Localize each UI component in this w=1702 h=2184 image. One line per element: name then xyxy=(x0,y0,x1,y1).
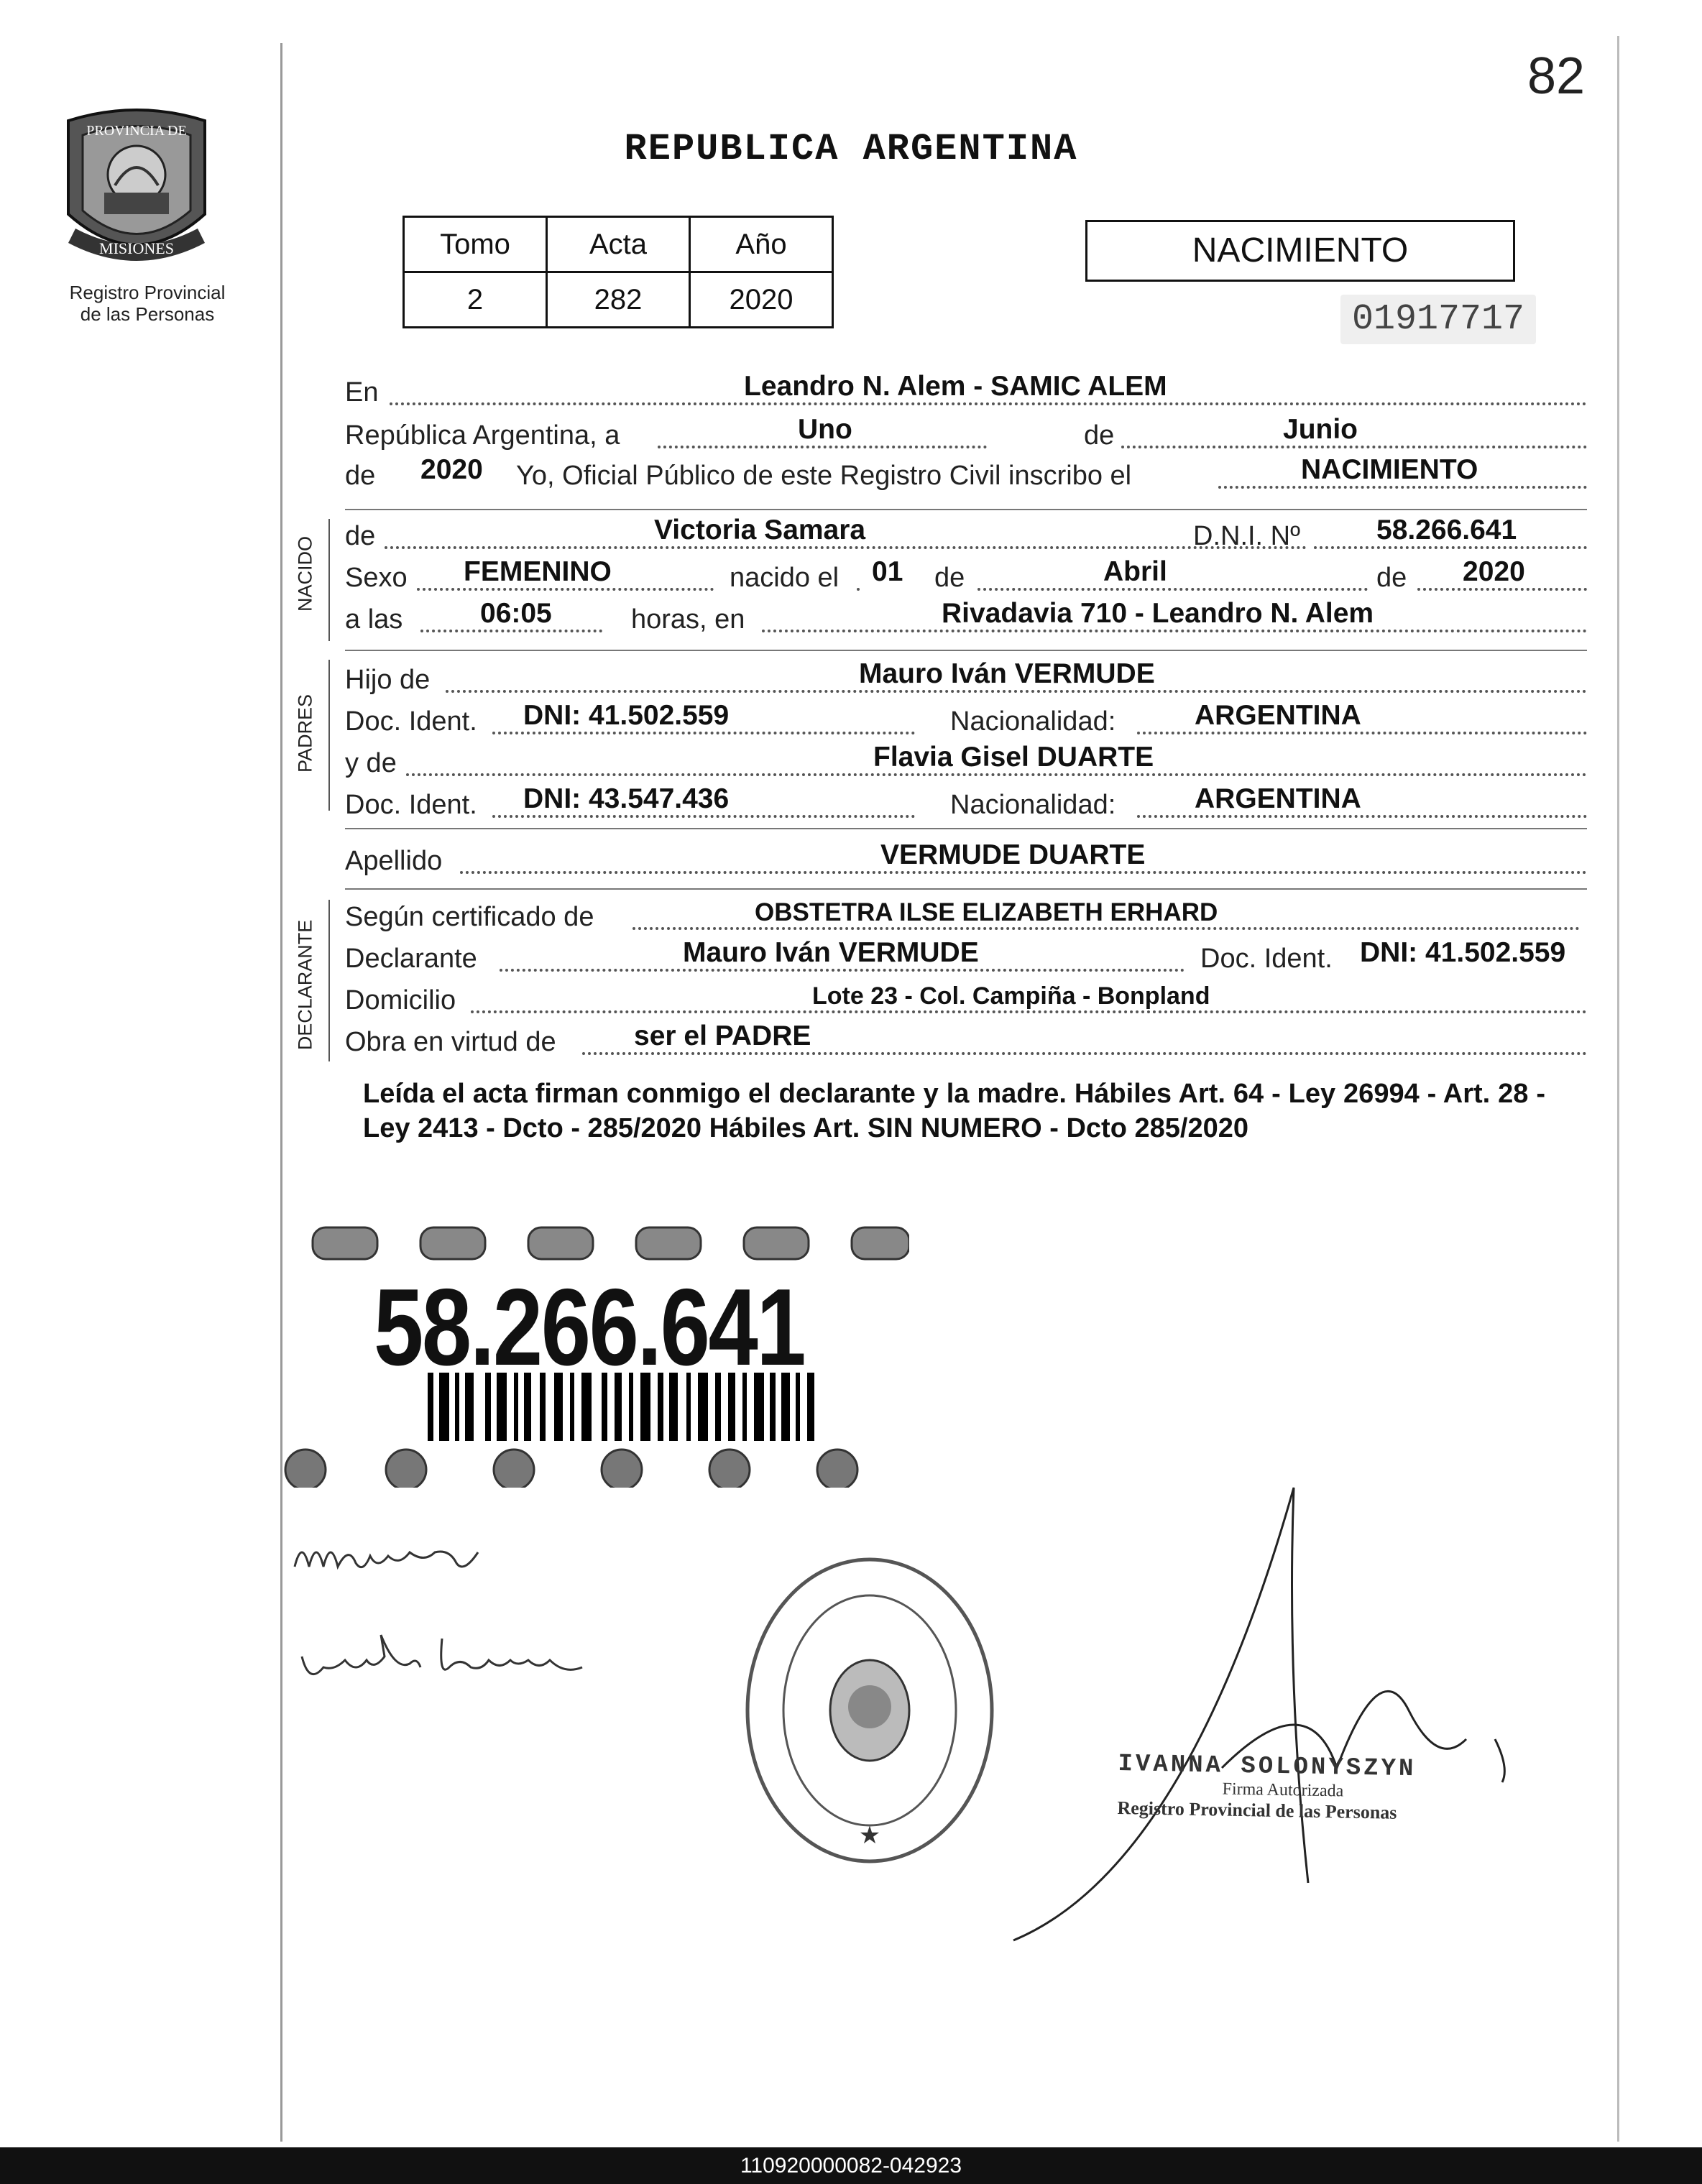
registry-round-stamp xyxy=(740,1552,999,1872)
value-declarant-doc: DNI: 41.502.559 xyxy=(1360,937,1566,968)
row-sex-birth xyxy=(345,558,1587,598)
record-header-ano: Año xyxy=(690,217,833,272)
label-de: de xyxy=(934,563,965,593)
row-year xyxy=(345,456,1587,496)
value-father-doc: DNI: 41.502.559 xyxy=(523,700,730,731)
row-mother-name xyxy=(345,743,1587,783)
dotted-line xyxy=(1417,588,1587,591)
dotted-line xyxy=(492,732,915,734)
label-nacionalidad: Nacionalidad: xyxy=(950,706,1116,737)
value-obra: ser el PADRE xyxy=(634,1020,811,1051)
label-a-las: a las xyxy=(345,604,403,635)
record-value-row xyxy=(404,272,833,328)
dotted-line xyxy=(1137,732,1587,734)
dotted-line xyxy=(385,546,1307,549)
row-father-doc xyxy=(345,701,1587,742)
official-name: IVANNA SOLONYSZYN xyxy=(1118,1750,1417,1784)
section-bar xyxy=(328,900,330,1061)
record-value-acta: 282 xyxy=(547,272,690,328)
label-nacionalidad: Nacionalidad: xyxy=(950,790,1116,820)
label-horas-en: horas, en xyxy=(631,604,745,635)
value-father-name: Mauro Iván VERMUDE xyxy=(859,658,1155,689)
official-name-stamp xyxy=(1117,1751,1449,1825)
divider xyxy=(345,650,1587,651)
record-header-row xyxy=(404,217,833,272)
dotted-line xyxy=(1314,546,1587,549)
emblem-text-top: PROVINCIA DE xyxy=(86,123,187,139)
label-de: de xyxy=(1376,563,1407,593)
dotted-line xyxy=(492,815,915,818)
row-father-name xyxy=(345,660,1587,700)
signature-mother xyxy=(295,1628,618,1710)
legal-note: Leída el acta firman conmigo el declarante y la madre. Hábiles Art. 64 - Ley 26994 - Art. 28 - Ley 2413 - Dcto - 285/2020 Hábiles Art. SIN NUMERO - Dcto 285/2020 xyxy=(363,1079,1545,1143)
label-republica: República Argentina, a xyxy=(345,420,620,451)
dotted-line xyxy=(500,969,1184,972)
label-de: de xyxy=(1084,420,1115,451)
label-de: de xyxy=(345,521,376,551)
record-table xyxy=(402,216,834,328)
dotted-line xyxy=(632,927,1580,930)
row-certificate xyxy=(345,897,1587,937)
row-domicilio xyxy=(345,980,1587,1020)
record-value-ano: 2020 xyxy=(690,272,833,328)
value-domicilio: Lote 23 - Col. Campiña - Bonpland xyxy=(812,982,1210,1010)
dotted-line xyxy=(420,630,602,632)
value-mother-name: Flavia Gisel DUARTE xyxy=(873,742,1154,773)
value-child-dni: 58.266.641 xyxy=(1376,515,1517,545)
dotted-line xyxy=(978,588,1368,591)
serial-number: 01917717 xyxy=(1340,295,1536,344)
value-sexo: FEMENINO xyxy=(464,556,612,587)
value-certificate: OBSTETRA ILSE ELIZABETH ERHARD xyxy=(755,898,1218,926)
svg-text:★: ★ xyxy=(858,1822,881,1849)
dotted-line xyxy=(460,871,1587,874)
value-place: Leandro N. Alem - SAMIC ALEM xyxy=(744,371,1167,402)
section-label-declarante: DECLARANTE xyxy=(294,919,316,1051)
label-domicilio: Domicilio xyxy=(345,985,456,1015)
label-official-text: Yo, Oficial Público de este Registro Civil inscribo el xyxy=(516,461,1132,491)
row-mother-doc xyxy=(345,785,1587,825)
dotted-line xyxy=(417,588,714,591)
act-type-box: NACIMIENTO xyxy=(1085,220,1515,282)
divider xyxy=(345,888,1587,890)
row-time-place xyxy=(345,599,1587,640)
section-label-padres: PADRES xyxy=(294,694,316,773)
row-date xyxy=(345,415,1587,456)
value-declarant-name: Mauro Iván VERMUDE xyxy=(683,937,979,968)
registry-label xyxy=(29,282,266,325)
label-nacido-el: nacido el xyxy=(730,563,840,593)
signature-official xyxy=(1006,1466,1509,1958)
section-bar xyxy=(328,660,330,811)
row-obra xyxy=(345,1022,1587,1062)
official-office: Registro Provincial de las Personas xyxy=(1117,1797,1397,1823)
page-border-left xyxy=(280,43,282,2142)
dotted-line xyxy=(658,446,987,448)
official-role: Firma Autorizada xyxy=(1222,1779,1344,1801)
page-number: 82 xyxy=(1527,47,1586,105)
label-segun-certificado: Según certificado de xyxy=(345,902,594,932)
value-mother-nationality: ARGENTINA xyxy=(1195,783,1361,814)
row-apellido xyxy=(345,841,1587,881)
dotted-line xyxy=(1137,815,1587,818)
value-apellido: VERMUDE DUARTE xyxy=(880,839,1146,870)
record-header-tomo: Tomo xyxy=(404,217,547,272)
value-month: Junio xyxy=(1283,414,1358,445)
document-title: REPUBLICA ARGENTINA xyxy=(624,128,1078,170)
value-day: Uno xyxy=(798,414,852,445)
value-child-name: Victoria Samara xyxy=(654,515,866,545)
divider xyxy=(345,509,1587,510)
value-inscription: NACIMIENTO xyxy=(1301,454,1478,485)
label-hijo-de: Hijo de xyxy=(345,665,431,695)
value-birth-place: Rivadavia 710 - Leandro N. Alem xyxy=(942,598,1374,629)
emblem-text-bottom: MISIONES xyxy=(99,239,174,257)
label-de: de xyxy=(345,461,376,491)
label-declarante: Declarante xyxy=(345,944,477,974)
dotted-line xyxy=(390,402,1587,405)
record-value-tomo: 2 xyxy=(404,272,547,328)
label-doc-ident: Doc. Ident. xyxy=(345,790,477,820)
value-mother-doc: DNI: 43.547.436 xyxy=(523,783,730,814)
dotted-line xyxy=(762,630,1587,632)
record-header-acta: Acta xyxy=(547,217,690,272)
barcode-number: 58.266.641 xyxy=(374,1266,805,1388)
value-birth-month: Abril xyxy=(1103,556,1167,587)
label-apellido: Apellido xyxy=(345,846,443,876)
label-sexo: Sexo xyxy=(345,563,408,593)
value-time: 06:05 xyxy=(480,598,552,629)
row-declarant xyxy=(345,939,1587,979)
dotted-line xyxy=(406,773,1587,776)
value-birth-year: 2020 xyxy=(1463,556,1525,587)
dotted-line xyxy=(1121,446,1587,448)
dotted-line xyxy=(1218,486,1587,489)
signature-declarant xyxy=(284,1524,500,1613)
dotted-line xyxy=(446,690,1587,693)
label-obra-en-virtud: Obra en virtud de xyxy=(345,1027,556,1057)
label-doc-ident: Doc. Ident. xyxy=(345,706,477,737)
row-child-name xyxy=(345,516,1587,556)
label-dni: D.N.I. Nº xyxy=(1193,521,1300,551)
label-y-de: y de xyxy=(345,748,397,778)
registry-label-line1: Registro Provincial xyxy=(69,282,226,303)
value-birth-day: 01 xyxy=(872,556,903,587)
value-father-nationality: ARGENTINA xyxy=(1195,700,1361,731)
dotted-line xyxy=(471,1010,1587,1013)
dotted-line xyxy=(582,1052,1587,1055)
row-place xyxy=(345,372,1587,413)
section-bar xyxy=(328,519,330,641)
footer-code: 110920000082-042923 xyxy=(0,2147,1702,2184)
dotted-line xyxy=(857,588,861,591)
value-year: 2020 xyxy=(420,454,483,485)
label-doc-ident: Doc. Ident. xyxy=(1200,944,1333,974)
page-border-right xyxy=(1617,36,1619,2142)
section-label-nacido: NACIDO xyxy=(294,536,316,612)
label-en: En xyxy=(345,377,379,407)
registry-label-line2: de las Personas xyxy=(80,303,215,325)
divider xyxy=(345,828,1587,829)
